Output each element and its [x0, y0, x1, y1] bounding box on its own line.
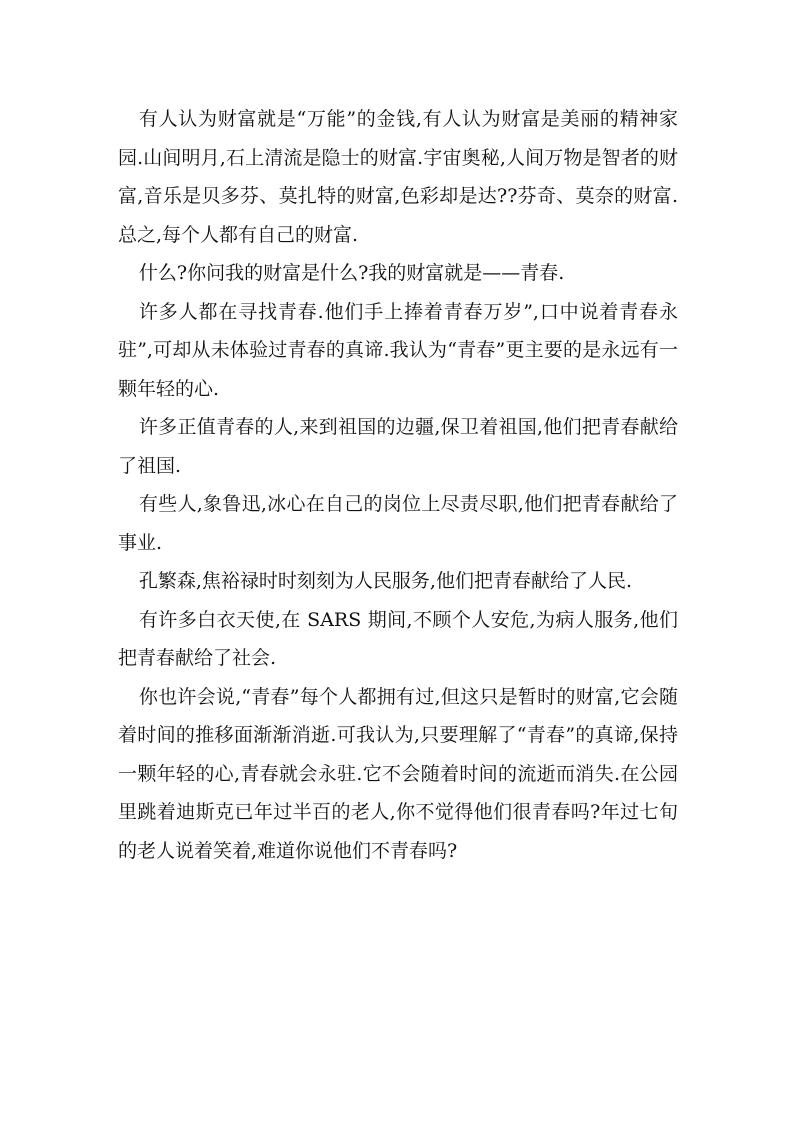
essay-body: [118, 100, 678, 870]
paragraph-question: 什么?你问我的财富是什么?我的财富就是——青春.: [138, 262, 565, 284]
paragraph-conclusion: 你也许会说,“青春”每个人都拥有过,但这只是暂时的财富,它会随着时间的推移面渐渐消逝.可我认为,只要理解了“青春”的真谛,保持一颗年轻的心,青春就会永驻.它不会随着时间的流逝而消失.在公园里跳着迪斯克已年过半百的老人,你不觉得他们很青春吗?年过七旬的老人说着笑着,难道你说他们不青春吗?: [118, 685, 678, 862]
paragraph-career: 有些人,象鲁迅,冰心在自己的岗位上尽责尽职,他们把青春献给了事业.: [118, 493, 678, 554]
paragraph-border: 许多正值青春的人,来到祖国的边疆,保卫着祖国,他们把青春献给了祖国.: [118, 416, 678, 477]
paragraph-seeking-youth: 许多人都在寻找青春.他们手上捧着青春万岁”,口中说着青春永驻”,可却从未体验过青春的真谛.我认为“青春”更主要的是永远有一颗年轻的心.: [118, 300, 678, 400]
paragraph-people: 孔繁森,焦裕禄时时刻刻为人民服务,他们把青春献给了人民.: [138, 570, 633, 592]
paragraph-wealth: 有人认为财富就是“万能”的金钱,有人认为财富是美丽的精神家园.山间明月,石上清流是隐士的财富.宇宙奥秘,人间万物是智者的财富,音乐是贝多芬、莫扎特的财富,色彩却是达??芬奇、莫奈的财富.总之,每个人都有自己的财富.: [118, 108, 678, 246]
paragraph-sars: 有许多白衣天使,在 SARS 期间,不顾个人安危,为病人服务,他们把青春献给了社会.: [118, 608, 678, 669]
